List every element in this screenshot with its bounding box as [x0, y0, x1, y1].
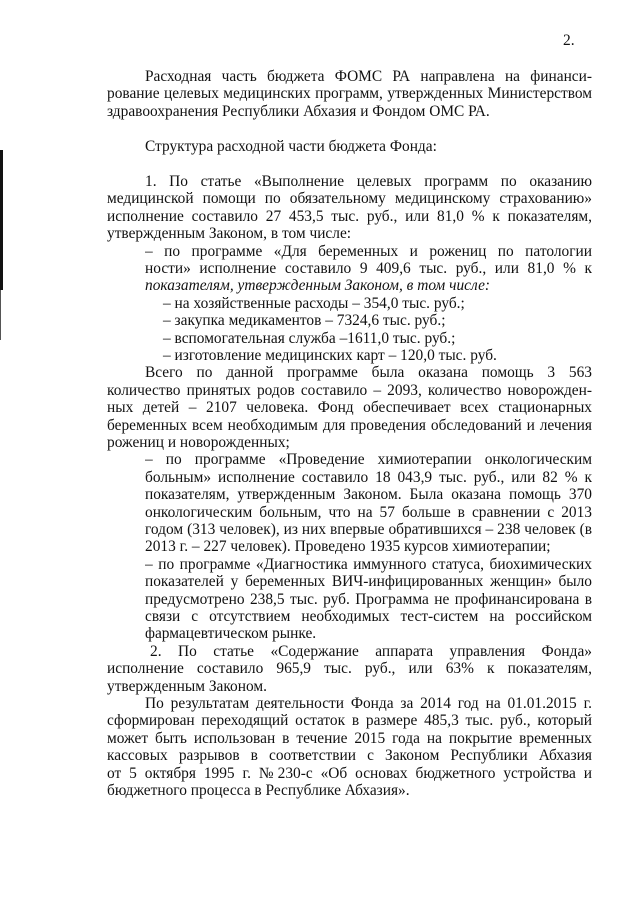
- body-line: сформирован переходящий остаток в размере 485,3 тыс. руб., который: [107, 712, 592, 730]
- body-line: – изготовление медицинских карт – 120,0 тыс. руб.: [163, 347, 497, 364]
- body-line: ности» исполнение составило 9 409,6 тыс. руб., или 81,0 % к: [145, 260, 592, 277]
- body-line: медицинской помощи по обязательному медицинскому страхованию»: [107, 190, 592, 208]
- body-line: – закупка медикаментов – 7324,6 тыс. руб.;: [163, 312, 446, 330]
- body-line: – по программе «Проведение химиотерапии онкологическим: [145, 451, 592, 469]
- body-line: показателям, утвержденным Законом, в том числе:: [145, 277, 491, 295]
- scan-edge-mark: [0, 290, 1, 340]
- body-line: 1. По статье «Выполнение целевых программ по оказанию: [145, 173, 592, 190]
- body-line: больным» исполнение составило 18 043,9 тыс. руб., или 82 % к: [145, 468, 592, 486]
- section-heading: Структура расходной части бюджета Фонда:: [145, 138, 437, 155]
- body-line: кассовых разрывов в соответствии с Законом Республики Абхазия: [107, 747, 592, 765]
- body-line: По результатам деятельности Фонда за 2014 год на 01.01.2015 г.: [145, 695, 592, 712]
- body-line: онкологическим больным, что на 57 больше в сравнении с 2013: [145, 503, 592, 521]
- body-line: утвержденным Законом, в том числе:: [107, 225, 352, 243]
- body-line: исполнение составило 965,9 тыс. руб., или 63% к показателям,: [107, 660, 592, 678]
- body-line: – по программе «Диагностика иммунного статуса, биохимических: [145, 555, 592, 573]
- body-line: – вспомогательная служба –1611,0 тыс. руб.;: [163, 329, 456, 347]
- body-line: бюджетного процесса в Республике Абхазия».: [107, 782, 410, 799]
- body-line: показателям, утвержденным Законом. Была оказана помощь 370: [145, 486, 592, 504]
- body-line: 2. По статье «Содержание аппарата управления Фонда»: [150, 642, 592, 660]
- body-line: ных детей – 2107 человека. Фонд обеспечивает всех стационарных: [107, 399, 592, 417]
- intro-line: здравоохранения Республики Абхазия и Фондом ОМС РА.: [107, 102, 490, 120]
- body-line: исполнение составило 27 453,5 тыс. руб., или 81,0 % к показателям,: [107, 207, 592, 225]
- body-line: утвержденным Законом.: [107, 677, 267, 695]
- body-line: предусмотрено 238,5 тыс. руб. Программа не профинансирована в: [145, 590, 592, 608]
- body-line: – на хозяйственные расходы – 354,0 тыс. руб.;: [163, 294, 465, 312]
- body-line: беременных всем необходимым для проведения обследований и лечения: [107, 416, 592, 434]
- body-line: рожениц и новорожденных;: [107, 434, 290, 451]
- body-line: годом (313 человек), из них впервые обратившихся – 238 человек (в: [145, 521, 592, 538]
- body-line: 2013 г. – 227 человек). Проведено 1935 курсов химиотерапии;: [145, 538, 551, 556]
- body-line: Всего по данной программе была оказана помощь 3 563: [145, 364, 592, 382]
- intro-line: Расходная часть бюджета ФОМС РА направлена на финанси-: [145, 68, 592, 85]
- body-line: фармацевтическом рынке.: [145, 625, 317, 643]
- page-number: 2.: [563, 32, 575, 49]
- body-line: может быть использован в течение 2015 года на покрытие временных: [107, 729, 592, 747]
- body-line: от 5 октября 1995 г. №230-с «Об основах бюджетного устройства и: [107, 764, 592, 782]
- body-line: показателей у беременных ВИЧ-инфицированных женщин» было: [145, 573, 592, 591]
- body-line: количество принятых родов составило – 2093, количество новорожден-: [107, 381, 592, 399]
- scan-edge-mark: [0, 150, 3, 290]
- body-line: – по программе «Для беременных и рожениц по патологии: [145, 242, 592, 260]
- body-line: связи с отсутствием необходимых тест-систем на российском: [145, 608, 592, 625]
- intro-line: рование целевых медицинских программ, утвержденных Министерством: [107, 85, 592, 103]
